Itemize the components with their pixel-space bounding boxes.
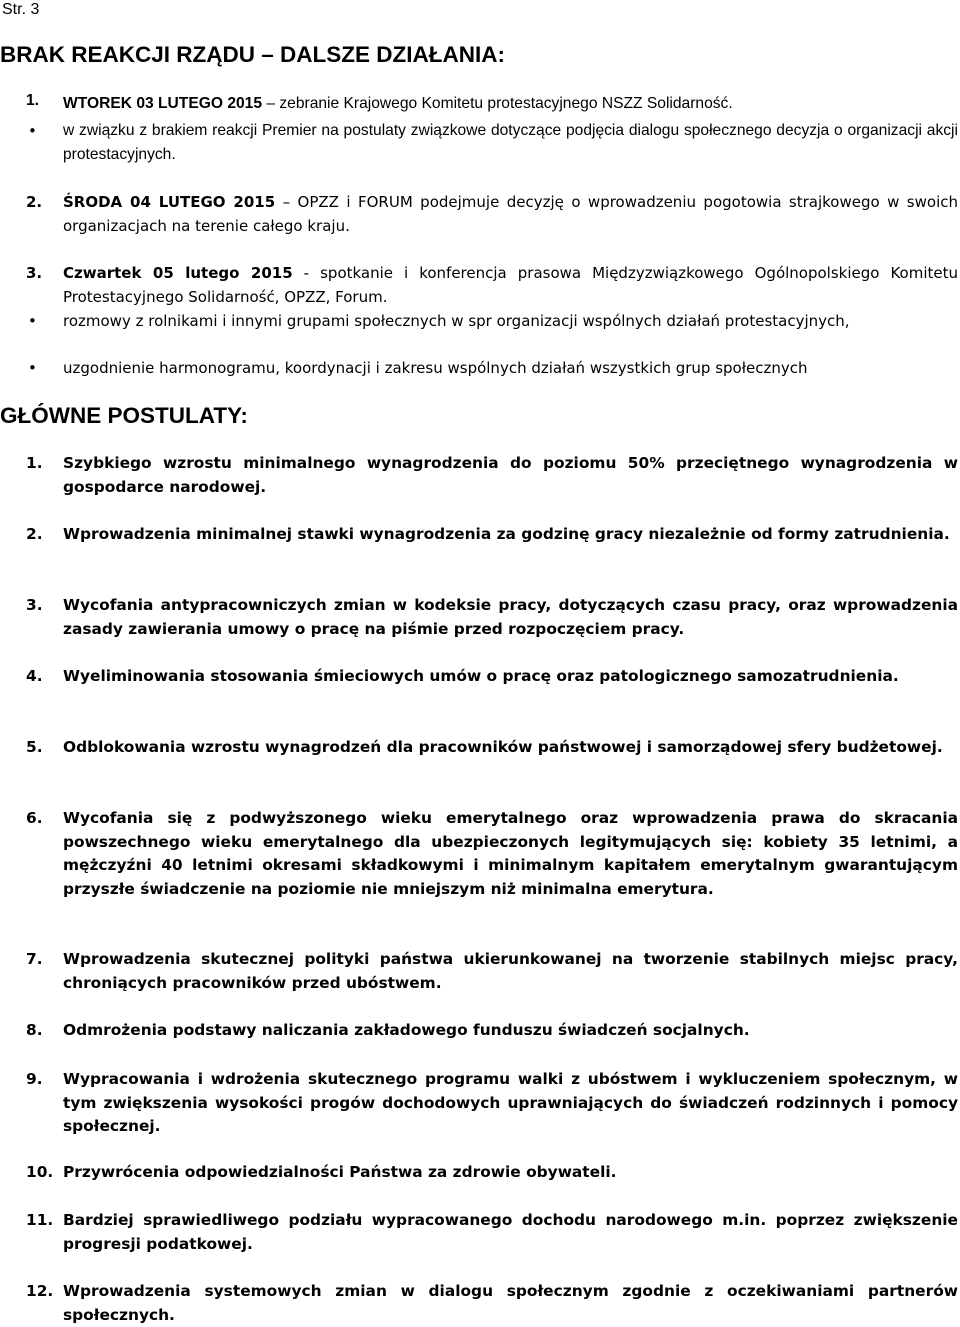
postulate-text: Wycofania się z podwyższonego wieku emerytalnego oraz wprowadzenia prawa do skracania powszechnego wieku emerytalnego dla ubezpieczonych legitymujących się: kobiety 35 letnimi, a mężczyźni 40 letnimi okresami składkowymi i minimalnym kapitałem emerytalnym gwarantującym przyszłe świadczenie na poziomie nie mniejszym niż minimalna emerytura. (63, 809, 958, 898)
postulate-text: Szybkiego wzrostu minimalnego wynagrodzenia do poziomu 50% przeciętnego wynagrodzenia w gospodarce narodowej. (63, 454, 958, 496)
postulate-item-6 (26, 807, 958, 901)
postulate-number: 8. (26, 1021, 43, 1039)
action-text (63, 190, 958, 238)
postulate-number: 11. (26, 1211, 54, 1229)
bullet-text: w związku z brakiem reakcji Premier na postulaty związkowe dotyczące podjęcia dialogu społecznego decyzja o organizacji akcji protestacyjnych. (63, 122, 958, 163)
postulate-text: Wycofania antypracowniczych zmian w kodeksie pracy, dotyczących czasu pracy, oraz wprowadzenia zasady zawierania umowy o pracę na piśmie przed rozpoczęciem pracy. (63, 596, 958, 638)
postulate-item-11 (26, 1209, 958, 1256)
postulate-item-2 (26, 523, 958, 547)
bullet-item (26, 356, 958, 380)
postulate-item-3 (26, 594, 958, 641)
postulate-text: Wypracowania i wdrożenia skutecznego programu walki z ubóstwem i wykluczeniem społecznym, w tym zwiększenia wysokości progów dochodowych uprawniających do świadczeń rodzinnych i pomocy społecznej. (63, 1070, 958, 1135)
postulate-text: Odmrożenia podstawy naliczania zakładowego funduszu świadczeń socjalnych. (63, 1021, 750, 1039)
postulate-number: 6. (26, 809, 43, 827)
postulate-number: 4. (26, 667, 43, 685)
bullet-item (26, 119, 958, 167)
postulate-number: 12. (26, 1282, 54, 1300)
postulate-item-10 (26, 1161, 958, 1185)
action-number: 3. (26, 264, 43, 282)
postulate-text: Wprowadzenia systemowych zmian w dialogu społecznym zgodnie z oczekiwaniami partnerów społecznych. (63, 1282, 958, 1324)
postulate-number: 3. (26, 596, 43, 614)
postulate-number: 7. (26, 950, 43, 968)
postulate-text: Wprowadzenia minimalnej stawki wynagrodzenia za godzinę gracy niezależnie od formy zatrudnienia. (63, 525, 950, 543)
postulate-item-1 (26, 452, 958, 499)
bullet-text: uzgodnienie harmonogramu, koordynacji i zakresu wspólnych działań wszystkich grup społecznych (63, 359, 808, 377)
postulate-text: Wprowadzenia skutecznej polityki państwa ukierunkowanej na tworzenie stabilnych miejsc pracy, chroniących pracowników przed ubóstwem. (63, 950, 958, 992)
action-description: - spotkanie i konferencja prasowa Międzyzwiązkowego Ogólnopolskiego Komitetu Protestacyjnego Solidarność, OPZZ, Forum. (63, 264, 958, 306)
section-heading-postulates: GŁÓWNE POSTULATY: (0, 403, 248, 428)
postulate-number: 10. (26, 1163, 54, 1181)
postulate-number: 5. (26, 738, 43, 756)
action-text (63, 92, 958, 116)
bullet-icon: • (28, 312, 37, 330)
action-number: 2. (26, 193, 43, 211)
postulate-text: Wyeliminowania stosowania śmieciowych umów o pracę oraz patologicznego samozatrudnienia. (63, 667, 899, 685)
action-number: 1. (26, 92, 40, 109)
postulate-item-12 (26, 1280, 958, 1327)
postulate-item-9 (26, 1068, 958, 1139)
section-heading-actions: BRAK REAKCJI RZĄDU – DALSZE DZIAŁANIA: (0, 42, 505, 67)
postulate-item-8 (26, 1019, 958, 1043)
action-description: – zebranie Krajowego Komitetu protestacyjnego NSZZ Solidarność. (262, 95, 733, 112)
postulate-text: Przywrócenia odpowiedzialności Państwa za zdrowie obywateli. (63, 1163, 617, 1181)
page-number: Str. 3 (2, 1, 40, 18)
postulate-number: 9. (26, 1070, 43, 1088)
action-description: – OPZZ i FORUM podejmuje decyzję o wprowadzeniu pogotowia strajkowego w swoich organizacjach na terenie całego kraju. (63, 193, 958, 235)
action-item-3 (26, 261, 958, 309)
postulate-item-7 (26, 948, 958, 995)
action-item-2 (26, 190, 958, 238)
action-item-1 (26, 92, 958, 116)
postulate-text: Bardziej sprawiedliwego podziału wypracowanego dochodu narodowego m.in. poprzez zwiększenie progresji podatkowej. (63, 1211, 958, 1253)
postulate-item-4 (26, 665, 958, 689)
postulate-item-5 (26, 736, 958, 760)
postulate-number: 2. (26, 525, 43, 543)
action-date: ŚRODA 04 LUTEGO 2015 (63, 193, 276, 211)
bullet-icon: • (28, 122, 37, 140)
postulate-number: 1. (26, 454, 43, 472)
postulate-text: Odblokowania wzrostu wynagrodzeń dla pracowników państwowej i samorządowej sfery budżetowej. (63, 738, 943, 756)
bullet-icon: • (28, 359, 37, 377)
bullet-text: rozmowy z rolnikami i innymi grupami społecznych w spr organizacji wspólnych działań protestacyjnych, (63, 312, 850, 330)
action-text (63, 261, 958, 309)
action-date: WTOREK 03 LUTEGO 2015 (63, 95, 263, 112)
bullet-item (26, 309, 958, 333)
action-date: Czwartek 05 lutego 2015 (63, 264, 293, 282)
